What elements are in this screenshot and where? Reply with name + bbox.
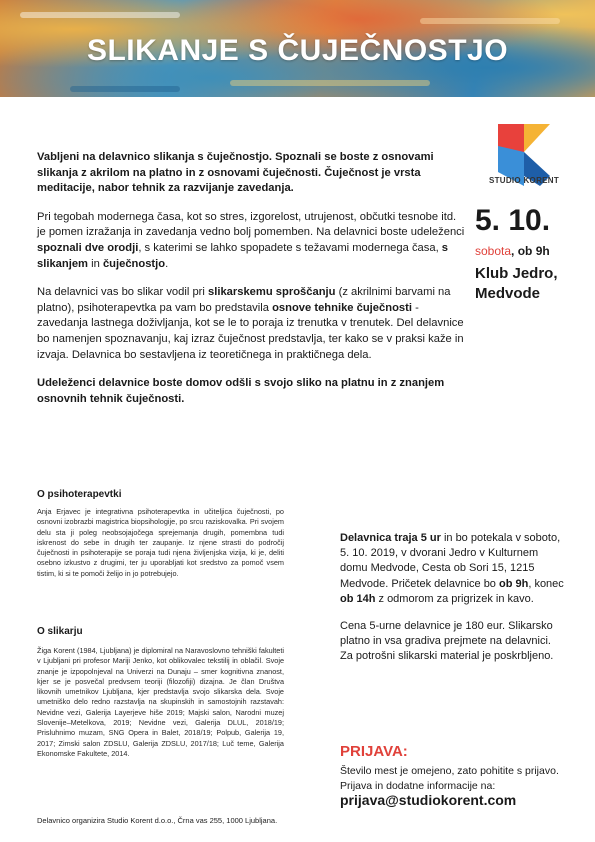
intro-paragraph: Pri tegobah modernega časa, kot so stres, izgorelost, utrujenost, občutki tesnobe itd. je pomen izražanja in zavedanja vedno bolj pomemben. Na delavnici boste udeleženci spoznali dve orodji, s katerimi se lahko spopadete s težavami modernega časa, s slikanjem in čuječnostjo.: [37, 210, 465, 270]
intro-text: [37, 150, 465, 420]
paint-streak: [70, 86, 180, 92]
price-paragraph: Cena 5-urne delavnice je 180 eur. Slikarsko platno in vsa gradiva prejmete na delavnici. Za potrošni slikarski material je poskrbljeno.: [340, 620, 554, 663]
workshop-details: [340, 531, 565, 677]
event-date: 5. 10.: [475, 204, 551, 237]
logo-text: STUDIO KORENT: [488, 176, 560, 185]
paint-streak: [20, 12, 180, 18]
intro-paragraph: Vabljeni na delavnico slikanja s čuječnostjo. Spoznali se boste z osnovami slikanja z akrilom na platno in z osnovami čuječnosti. Čuječnost je vrsta meditacije, nabor tehnik za razvijanje zavedanja.: [37, 151, 434, 195]
event-daytime: [475, 244, 550, 258]
intro-paragraph: Na delavnici vas bo slikar vodil pri slikarskemu sproščanju (z akrilnimi barvami na platno), psihoterapevtka pa vam bo predstavila osnove tehnike čuječnosti - zavedanja lastnega doživljanja, kot se le to poraja iz trenutka v trenutek. Del delavnice bo namenjen spoznavanju, kaj izraz čuječnost predstavlja, ter kako se v praksi kaže in izvaja. Delavnica bo sestavljena iz teoretičnega in praktičnega dela.: [37, 286, 464, 361]
event-venue: [475, 264, 558, 304]
paint-streak: [420, 18, 560, 24]
header-banner: [0, 0, 595, 97]
painter-bio: Žiga Korent (1984, Ljubljana) je diplomiral na Naravoslovno tehniški fakulteti v Ljubljani pri profesor Mariji Jenko, kot oblikovalec tekstilij in oblačil. Svoje znanje je izpopolnjeval na Univerzi na Dunaju – smer kognitivna znanost, kjer se je posvečal predvsem teoriji (filozofiji) dizajna. Je član Društva likovnih umetnikov Ljubljana, kjer predstavlja svojo slikarska dela. Svoje umetniško delo redno razstavlja na skupinskih in samostojnih razstavah: Nevidne vezi, Galerija Layerjeve hiše 2019; Majski salon, Narodni muzej Slovenije–Metelkova, 2019; Nevidne vezi, Galerija DLUL, 2018/19; Prisluhnimo muzam, SNG Opera in Balet, 2018/19; Polpub, Galerija 19, 2017; Zimski salon ZDSLU, Galerija ZDSLU, 2017/18; Luč teme, Galerija Ekonomske Fakultete, 2014.: [37, 646, 284, 758]
page-title: SLIKANJE S ČUJEČNOSTJO: [86, 34, 509, 67]
paint-streak: [230, 80, 430, 86]
psychotherapist-bio: Anja Erjavec je integrativna psihoterapevtka in učiteljica čuječnosti, po osnovni izobrazbi magistrica biopsihologije, po srcu raziskovalka. Pri svojem delu sta ji poleg neobsojajočega sprejemanja drugih, pomembna tudi iskrenost do sebe in drugih ter zaupanje. Iz njene strasti do področij čuječnosti in psihoterapije se poraja tudi njena življenjska vizija, ki je, deliti osebno izkustvo z drugimi, ter ju uporabljati kot sredstvo za pomoč vsem tistim, ki si te pomoči želijo in jo potrebujejo.: [37, 507, 284, 578]
signup-heading: PRIJAVA:: [340, 743, 408, 760]
event-day: sobota: [475, 244, 512, 258]
organizer-footer: Delavnico organizira Studio Korent d.o.o., Črna vas 255, 1000 Ljubljana.: [37, 816, 278, 825]
psychotherapist-heading: O psihoterapevtki: [37, 489, 122, 500]
details-paragraph: Delavnica traja 5 ur in bo potekala v soboto, 5. 10. 2019, v dvorani Jedro v Kulturnem domu Medvode, Cesta ob Sori 15, 1215 Medvode. Pričetek delavnice bo ob 9h, konec ob 14h z odmorom za prigrizek in kavo.: [340, 532, 564, 605]
signup-text: Število mest je omejeno, zato pohitite s prijavo. Prijava in dodatne informacije na: prijava@studiokorent.com: [340, 765, 559, 808]
intro-paragraph: Udeleženci delavnice boste domov odšli s svojo sliko na platnu in z znanjem osnovnih tehnik čuječnosti.: [37, 377, 445, 405]
venue-line: Klub Jedro,: [475, 265, 558, 282]
event-time: , ob 9h: [511, 244, 550, 258]
painter-heading: O slikarju: [37, 626, 83, 637]
signup-email-link[interactable]: prijava@studiokorent.com: [340, 792, 517, 808]
venue-line: Medvode: [475, 285, 541, 302]
